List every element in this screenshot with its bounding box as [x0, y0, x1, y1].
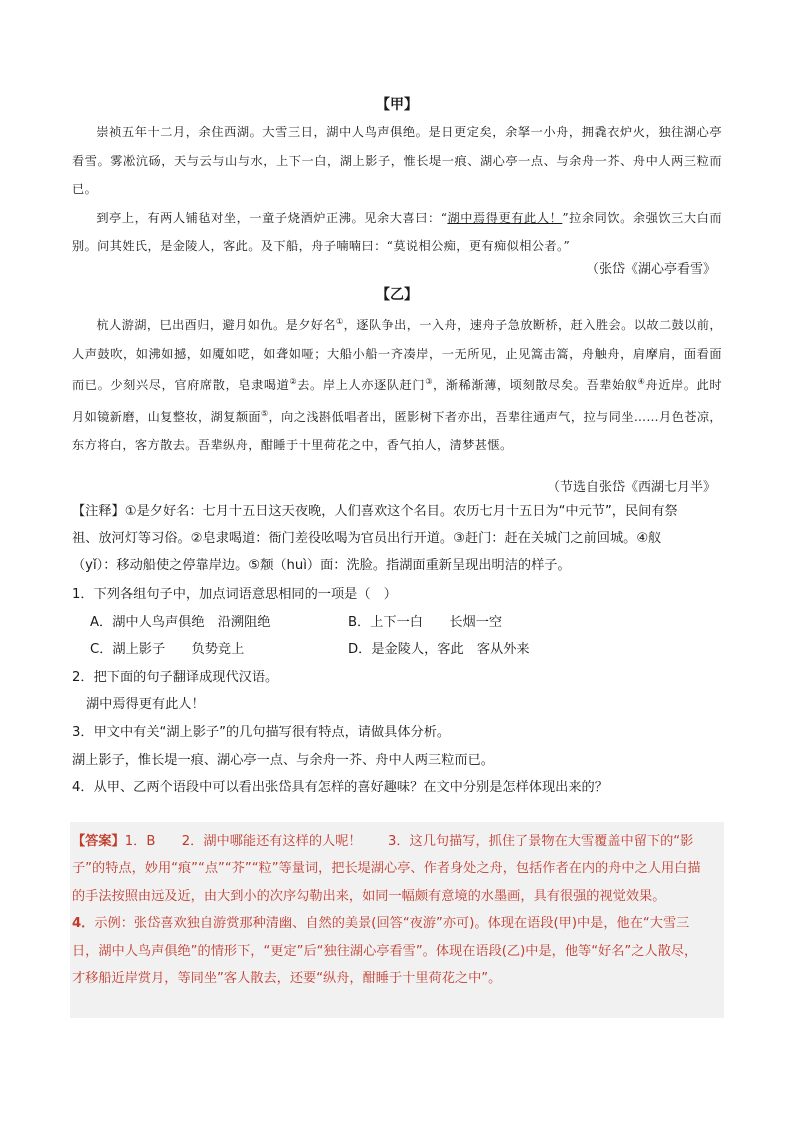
passage-a-para1: 崇祯五年十二月，余住西湖。大雪三日，湖中人鸟声俱绝。是日更定矣，余拏一小舟，拥毳衣炉火，独往湖心亭看雪。雾凇沆砀，天与云与山与水，上下一白，湖上影子，惟长堤一痕、湖心亭一点、与余舟一芥、舟中人两三粒而已。: [72, 125, 722, 196]
passage-a-source: （张岱《湖心亭看雪》: [585, 262, 716, 277]
para2-before: 到亭上，有两人铺毡对坐，一童子烧酒炉正沸。见余大喜曰：“: [96, 210, 448, 225]
note-marker-1: ①: [336, 317, 344, 326]
answer-label: 【答案】: [72, 834, 125, 849]
answer-text: [70, 822, 724, 992]
answer-box: [70, 822, 724, 1018]
question-3: 3．甲文中有关“湖上影子”的几句描写很有特点，请做具体分析。: [72, 724, 451, 740]
answer-line-4-text: 示例：张岱喜欢独自游赏那种清幽、自然的美景(回答“夜游”亦可)。体现在语段(甲)中是，他在“大雪三: [94, 916, 690, 932]
passage-a-para2: [72, 204, 722, 261]
question-1: 1．下列各组句子中，加点词语意思相同的一项是（ ）: [72, 587, 397, 602]
para2-after: ”拉余同饮。余强饮三大白而别。问其姓氏，是金陵人，客此。及下船，舟子喃喃曰：“莫说相公痴，更有痴似相公者。”: [72, 210, 722, 253]
answer-line-2: 子”的特点，妙用“痕”“点”“芥”“粒”等量词，把长堤湖心亭、作者身处之舟，包括作者在内的舟中之人用白描: [72, 861, 701, 877]
note-marker-5: ⑤: [260, 408, 269, 418]
passage-b-seg1: 杭人游湖，巳出酉归，避月如仇。是夕好名: [96, 318, 337, 333]
question-1-options-row2: [72, 636, 732, 664]
para2-underlined-sentence: 湖中焉得更有此人！: [447, 210, 563, 225]
answer-line-6: 才移船近岸赏月，等同坐”客人散去，还要“纵舟，酣睡于十里荷花之中”。: [72, 971, 502, 987]
passage-a-heading: 【甲】: [376, 97, 418, 113]
annotation-line-3: （yǐ）：移动船使之停靠岸边。⑤颒（huì）面：洗脸。指湖面重新呈现出明洁的样子。: [72, 558, 571, 573]
passage-a-text: [72, 118, 722, 261]
question-1-options-row1: [72, 609, 732, 637]
note-marker-3: ③: [425, 377, 433, 387]
note-marker-2: ②: [289, 377, 298, 387]
passage-b-seg2: ，逐队争出，一入舟，速舟子急放断桥，赶入胜会。以故二鼓以前，人声鼓吹，如沸如撼，如魇如呓，如聋如哑；大船小船一齐凑岸，一无所见，止见篙击篙，舟触舟，肩摩肩，面看面而已。少刻兴尽，官府席散，皂隶喝道: [72, 318, 722, 393]
passage-b-para: [72, 308, 722, 460]
answer-line-1-text: 1．B 2．湖中哪能还有这样的人呢！ 3．这几句描写，抓住了景物在大雪覆盖中留下的“影: [124, 834, 694, 849]
answer-line-1: [72, 828, 722, 855]
questions: [72, 581, 732, 802]
question-4: 4．从甲、乙两个语段中可以看出张岱具有怎样的喜好趣味？在文中分别是怎样体现出来的？: [72, 780, 608, 796]
annotations: [72, 498, 722, 579]
answer-4-number: 4．: [72, 916, 95, 932]
annotation-line-2: 祖、放河灯等习俗。②皂隶喝道：衙门差役吆喝为官员出行开道。③赶门：赶在关城门之前回城。④舣: [72, 531, 662, 546]
option-d: D．是金陵人，客此 客从外来: [348, 642, 530, 658]
passage-b-source: （节选自张岱《西湖七月半》: [546, 480, 716, 495]
option-b: B．上下一白 长烟一空: [348, 614, 503, 630]
passage-b-seg4: ，渐稀渐薄，顷刻散尽矣。吾辈始舣: [432, 378, 638, 393]
passage-b-heading: 【乙】: [376, 287, 418, 303]
question-2: 2．把下面的句子翻译成现代汉语。: [72, 669, 279, 685]
option-a: A．湖中人鸟声俱绝 沿溯阻绝: [90, 614, 271, 630]
annotation-line-1: 【注释】①是夕好名：七月十五日这天夜晚，人们喜欢这个名目。农历七月十五日为“中元节”，民间有祭: [72, 504, 678, 519]
question-3-quote: 湖上影子，惟长堤一痕、湖心亭一点、与余舟一芥、舟中人两三粒而已。: [72, 752, 494, 768]
answer-line-5: 日，湖中人鸟声俱绝”的情形下，“更定”后“独往湖心亭看雪”。体现在语段(乙)中是，他等“好名”之人散尽，: [72, 943, 698, 959]
passage-b-seg3: 去。岸上人亦逐队赶门: [297, 378, 426, 393]
passage-b-seg6: ，向之浅斟低唱者出，匿影树下者亦出，吾辈往通声气，拉与同坐……月色苍凉，东方将白，客方散去。吾辈纵舟，酣睡于十里荷花之中，香气拍人，清梦甚惬。: [72, 409, 723, 453]
answer-line-3: 的手法按照由远及近，由大到小的次序勾勒出来，如同一幅颇有意境的水墨画，具有很强的视觉效果。: [72, 888, 666, 904]
answer-line-4: [72, 910, 722, 937]
note-marker-4: ④: [637, 377, 646, 387]
passage-b-text: [72, 308, 722, 460]
option-c: C．湖上影子 负势竞上: [90, 642, 245, 658]
question-2-sentence: 湖中焉得更有此人！: [86, 697, 205, 713]
passage-b-seg5: 舟近岸。此时月如镜新磨，山复整妆，湖复颒面: [72, 378, 723, 424]
